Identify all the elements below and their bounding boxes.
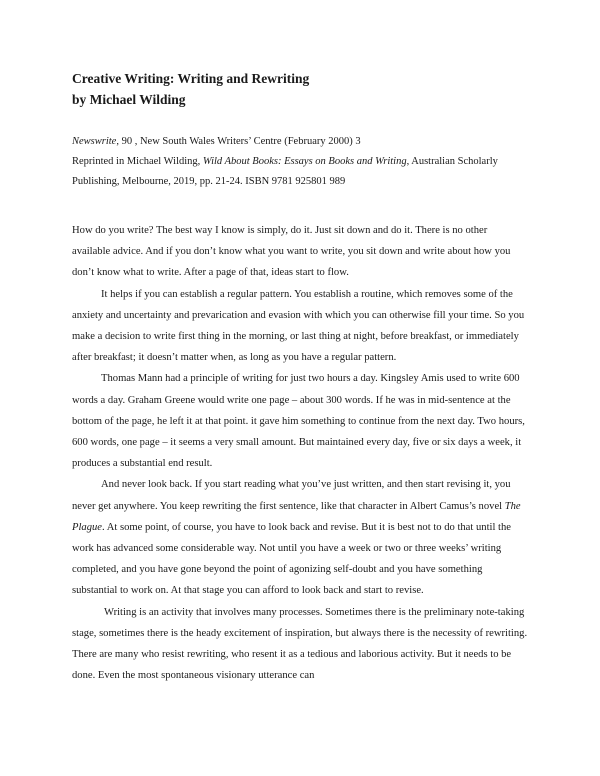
journal-name: Newswrite — [72, 136, 117, 147]
paragraph-4-end: . At some point, of course, you have to look back and revise. But it is best not to do that until the work has advanced some considerable way. Not until you have a week or two or three weeks’ writing completed, and you have gone beyond the point of agonizing self-doubt and you have something substantial to work on. At that stage you can afford to look back and start to revise. — [72, 521, 511, 597]
source-details: , 90 , New South Wales Writers’ Centre (February 2000) 3 — [116, 136, 361, 147]
document-title — [72, 68, 528, 110]
paragraph-5: Writing is an activity that involves many processes. Sometimes there is the preliminary note-taking stage, sometimes there is the heady excitement of inspiration, but always there is the necessity of rewriting. There are many who resist rewriting, who resent it as a tedious and laborious activity. But it needs to be done. Even the most spontaneous visionary utterance can — [72, 606, 528, 682]
article-body — [72, 220, 528, 686]
paragraph-2: It helps if you can establish a regular pattern. You establish a routine, which removes some of the anxiety and uncertainty and prevarication and evasion with which you can otherwise fill your time. So you make a decision to write first thing in the morning, or last thing at night, before breakfast, or immediately after breakfast; it doesn’t matter when, as long as you have a regular pattern. — [72, 288, 525, 364]
paragraph-4 — [72, 474, 528, 601]
reprint-prefix: Reprinted in Michael Wilding, — [72, 156, 203, 167]
paragraph-1: How do you write? The best way I know is simply, do it. Just sit down and do it. There is no other available advice. And if you don’t know what you want to write, you sit down and write about how you don’t know what to write. After a page of that, ideas start to flow. — [72, 225, 511, 279]
source-citation — [72, 132, 528, 152]
reprint-suffix: , Australian Scholarly Publishing, Melbourne, 2019, pp. 21-24. ISBN 9781 925801 989 — [72, 156, 498, 187]
paragraph-3: Thomas Mann had a principle of writing for just two hours a day. Kingsley Amis used to write 600 words a day. Graham Greene would write one page – about 300 words. If he was in mid-sentence at the bottom of the page, he left it at that point. it gave him something to continue from the next day. Two hours, 600 words, one page – it seems a very small amount. But maintained every day, five or six days a week, it produces a substantial end result. — [72, 373, 525, 470]
citation-block — [72, 132, 528, 192]
novel-title: The Plague — [72, 500, 521, 533]
reprint-citation — [72, 152, 528, 192]
paragraph-4-start: And never look back. If you start reading what you’ve just written, and then start revising it, you never get anywhere. You keep rewriting the first sentence, like that character in Albert Camus’s novel — [72, 479, 511, 512]
byline: by Michael Wilding — [72, 92, 186, 107]
title-text: Creative Writing: Writing and Rewriting — [72, 71, 310, 86]
reprint-book-title: Wild About Books: Essays on Books and Writing — [202, 156, 407, 167]
